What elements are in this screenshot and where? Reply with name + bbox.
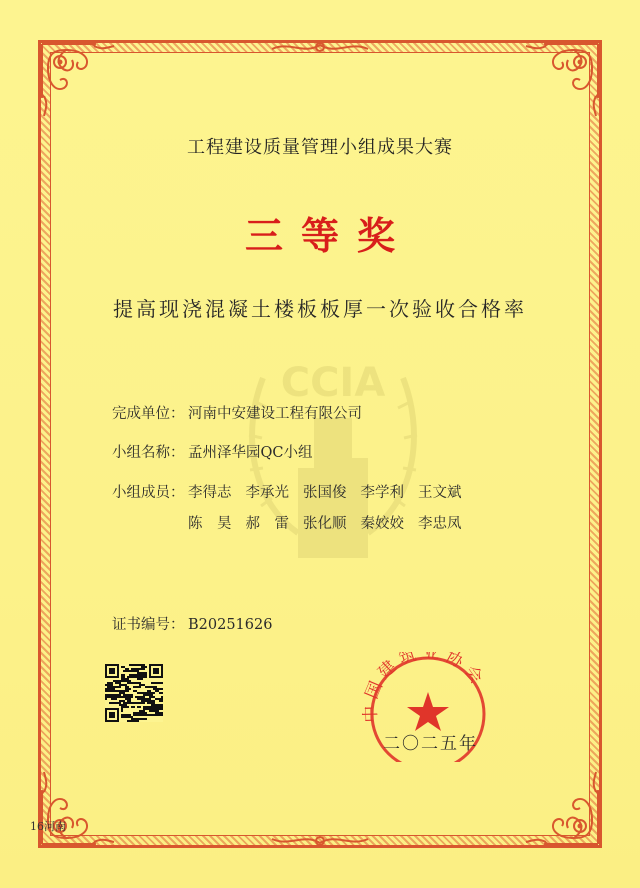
svg-text:CCIA: CCIA [280, 360, 386, 406]
group-label: 小组名称： [112, 445, 185, 461]
cert-no-label: 证书编号： [112, 617, 185, 633]
footer-code: 16河南 [30, 820, 66, 833]
member-name: 秦姣姣 [360, 516, 404, 532]
cert-no-row [112, 613, 272, 634]
org-label: 完成单位： [112, 406, 185, 422]
member-name: 张化顺 [303, 516, 347, 532]
member-name: 李得志 [188, 485, 232, 501]
members-row-2 [112, 512, 476, 533]
org-row [112, 402, 362, 423]
members-label: 小组成员： [112, 485, 185, 501]
award-level: 三等奖 [244, 213, 413, 258]
bottom-center-ornament [270, 831, 370, 849]
top-center-ornament [270, 39, 370, 57]
seal-text: 中国建筑业协会 [360, 652, 489, 723]
group-value: 孟州泽华园QC小组 [188, 445, 313, 461]
member-name: 李承光 [245, 485, 289, 501]
corner-ornament-top-right [512, 38, 604, 130]
group-row [112, 441, 312, 462]
issue-date: 二〇二五年 [383, 734, 478, 754]
star-icon [407, 692, 449, 731]
member-name: 李忠凤 [418, 516, 462, 532]
members-row-1 [112, 481, 476, 502]
competition-title: 工程建设质量管理小组成果大赛 [187, 137, 453, 158]
member-name: 王文斌 [418, 485, 462, 501]
cert-no-value: B20251626 [188, 617, 273, 633]
member-name: 郝 雷 [245, 516, 289, 532]
corner-ornament-bottom-right [512, 758, 604, 850]
member-name: 张国俊 [303, 485, 347, 501]
project-title: 提高现浇混凝土楼板板厚一次验收合格率 [113, 297, 527, 321]
qr-code-icon[interactable] [105, 664, 163, 722]
corner-ornament-bottom-left [36, 758, 128, 850]
member-name: 陈 昊 [188, 516, 232, 532]
member-name: 李学利 [360, 485, 404, 501]
org-value: 河南中安建设工程有限公司 [188, 406, 362, 422]
corner-ornament-top-left [36, 38, 128, 130]
